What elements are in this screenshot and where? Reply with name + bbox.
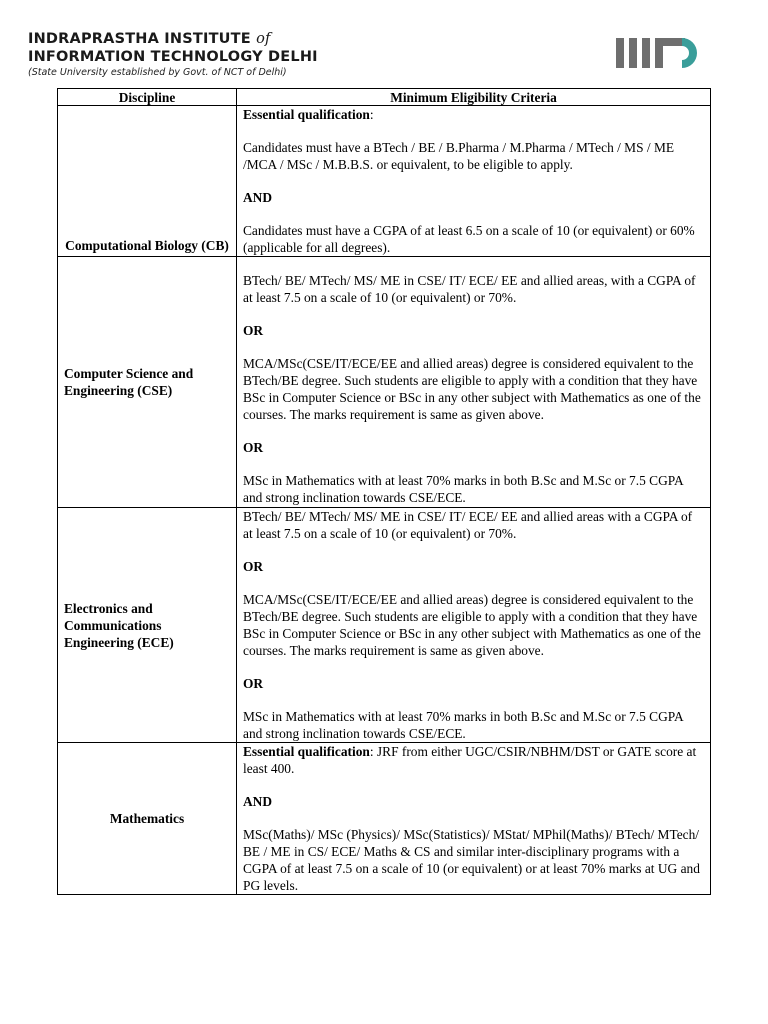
discipline-cell-math bbox=[58, 743, 237, 895]
criteria-paragraph: MSc in Mathematics with at least 70% marks in both B.Sc and M.Sc or 7.5 CGPA and strong inclination towards CSE/ECE. bbox=[243, 473, 683, 505]
essential-qualification-label: Essential qualification bbox=[243, 744, 370, 759]
institute-name-part1: INDRAPRASTHA INSTITUTE bbox=[28, 31, 251, 47]
criteria-cell-cb bbox=[237, 106, 711, 257]
header-discipline: Discipline bbox=[58, 89, 237, 106]
criteria-paragraph: MSc in Mathematics with at least 70% marks in both B.Sc and M.Sc or 7.5 CGPA and strong inclination towards CSE/ECE. bbox=[243, 709, 683, 741]
connector-or: OR bbox=[243, 559, 264, 574]
eligibility-table bbox=[57, 88, 711, 895]
criteria-cell-ece bbox=[237, 508, 711, 743]
discipline-label: Mathematics bbox=[109, 811, 185, 826]
table-row-cse bbox=[58, 257, 711, 508]
institute-subtitle: (State University established by Govt. of NCT of Delhi) bbox=[28, 67, 287, 78]
discipline-cell-cse bbox=[58, 257, 237, 508]
criteria-paragraph bbox=[243, 743, 704, 777]
connector-or: OR bbox=[243, 676, 264, 691]
discipline-label: Electronics and Communications Engineering (ECE) bbox=[64, 600, 174, 650]
criteria-paragraph: BTech/ BE/ MTech/ MS/ ME in CSE/ IT/ ECE/ EE and allied areas with a CGPA of at least 7.5 on a scale of 10 (or equivalent) or 70%. bbox=[243, 509, 693, 541]
criteria-text: : JRF from either UGC/CSIR/NBHM/DST or GATE score at least 400. bbox=[243, 744, 697, 776]
header-criteria: Minimum Eligibility Criteria bbox=[237, 89, 711, 106]
institute-name-line1 bbox=[28, 30, 318, 48]
criteria-paragraph: MCA/MSc(CSE/IT/ECE/EE and allied areas) degree is considered equivalent to the BTech/BE degree. Such students are eligible to apply with a condition that they have BSc in Computer Science or BSc in any other subject with Mathematics as one of the courses. The marks requirement is same as given above. bbox=[243, 356, 701, 422]
criteria-paragraph: Candidates must have a BTech / BE / B.Pharma / M.Pharma / MTech / MS / ME /MCA / MSc / M.B.B.S. or equivalent, to be eligible to apply. bbox=[243, 140, 675, 172]
table-header-row bbox=[58, 89, 711, 106]
connector-or: OR bbox=[243, 323, 264, 338]
essential-qualification-label: Essential qualification bbox=[243, 107, 370, 122]
table-row-math bbox=[58, 743, 711, 895]
criteria-paragraph bbox=[243, 106, 704, 123]
criteria-cell-cse bbox=[237, 257, 711, 508]
connector-and: AND bbox=[243, 190, 273, 205]
criteria-paragraph: MCA/MSc(CSE/IT/ECE/EE and allied areas) degree is considered equivalent to the BTech/BE degree. Such students are eligible to apply with a condition that they have BSc in Computer Science or BSc in any other subject with Mathematics as one of the courses. The marks requirement is same as given above. bbox=[243, 592, 701, 658]
connector-or: OR bbox=[243, 440, 264, 455]
criteria-paragraph: BTech/ BE/ MTech/ MS/ ME in CSE/ IT/ ECE/ EE and allied areas, with a CGPA of at least 7.5 on a scale of 10 (or equivalent) or 70%. bbox=[243, 273, 696, 305]
criteria-paragraph: Candidates must have a CGPA of at least 6.5 on a scale of 10 (or equivalent) or 60% (applicable for all degrees). bbox=[243, 223, 695, 255]
institute-name-of: of bbox=[256, 31, 271, 47]
iiitd-logo bbox=[614, 36, 714, 70]
table-row-ece bbox=[58, 508, 711, 743]
discipline-cell-ece bbox=[58, 508, 237, 743]
discipline-cell-cb bbox=[58, 106, 237, 257]
criteria-paragraph: MSc(Maths)/ MSc (Physics)/ MSc(Statistics)/ MStat/ MPhil(Maths)/ BTech/ MTech/ BE / ME in CS/ ECE/ Maths & CS and similar inter-disciplinary programs with a CGPA of at least 7.5 on a scale of 10 (or equivalent) or at least 70% marks at UG and PG levels. bbox=[243, 827, 700, 893]
criteria-text: : bbox=[369, 107, 374, 122]
institute-header bbox=[28, 30, 318, 78]
connector-and: AND bbox=[243, 794, 273, 809]
institute-name-line2: INFORMATION TECHNOLOGY DELHI bbox=[28, 49, 318, 65]
table-row-cb bbox=[58, 106, 711, 257]
discipline-label: Computer Science and Engineering (CSE) bbox=[64, 366, 194, 398]
discipline-label: Computational Biology (CB) bbox=[65, 238, 229, 253]
criteria-cell-math bbox=[237, 743, 711, 895]
